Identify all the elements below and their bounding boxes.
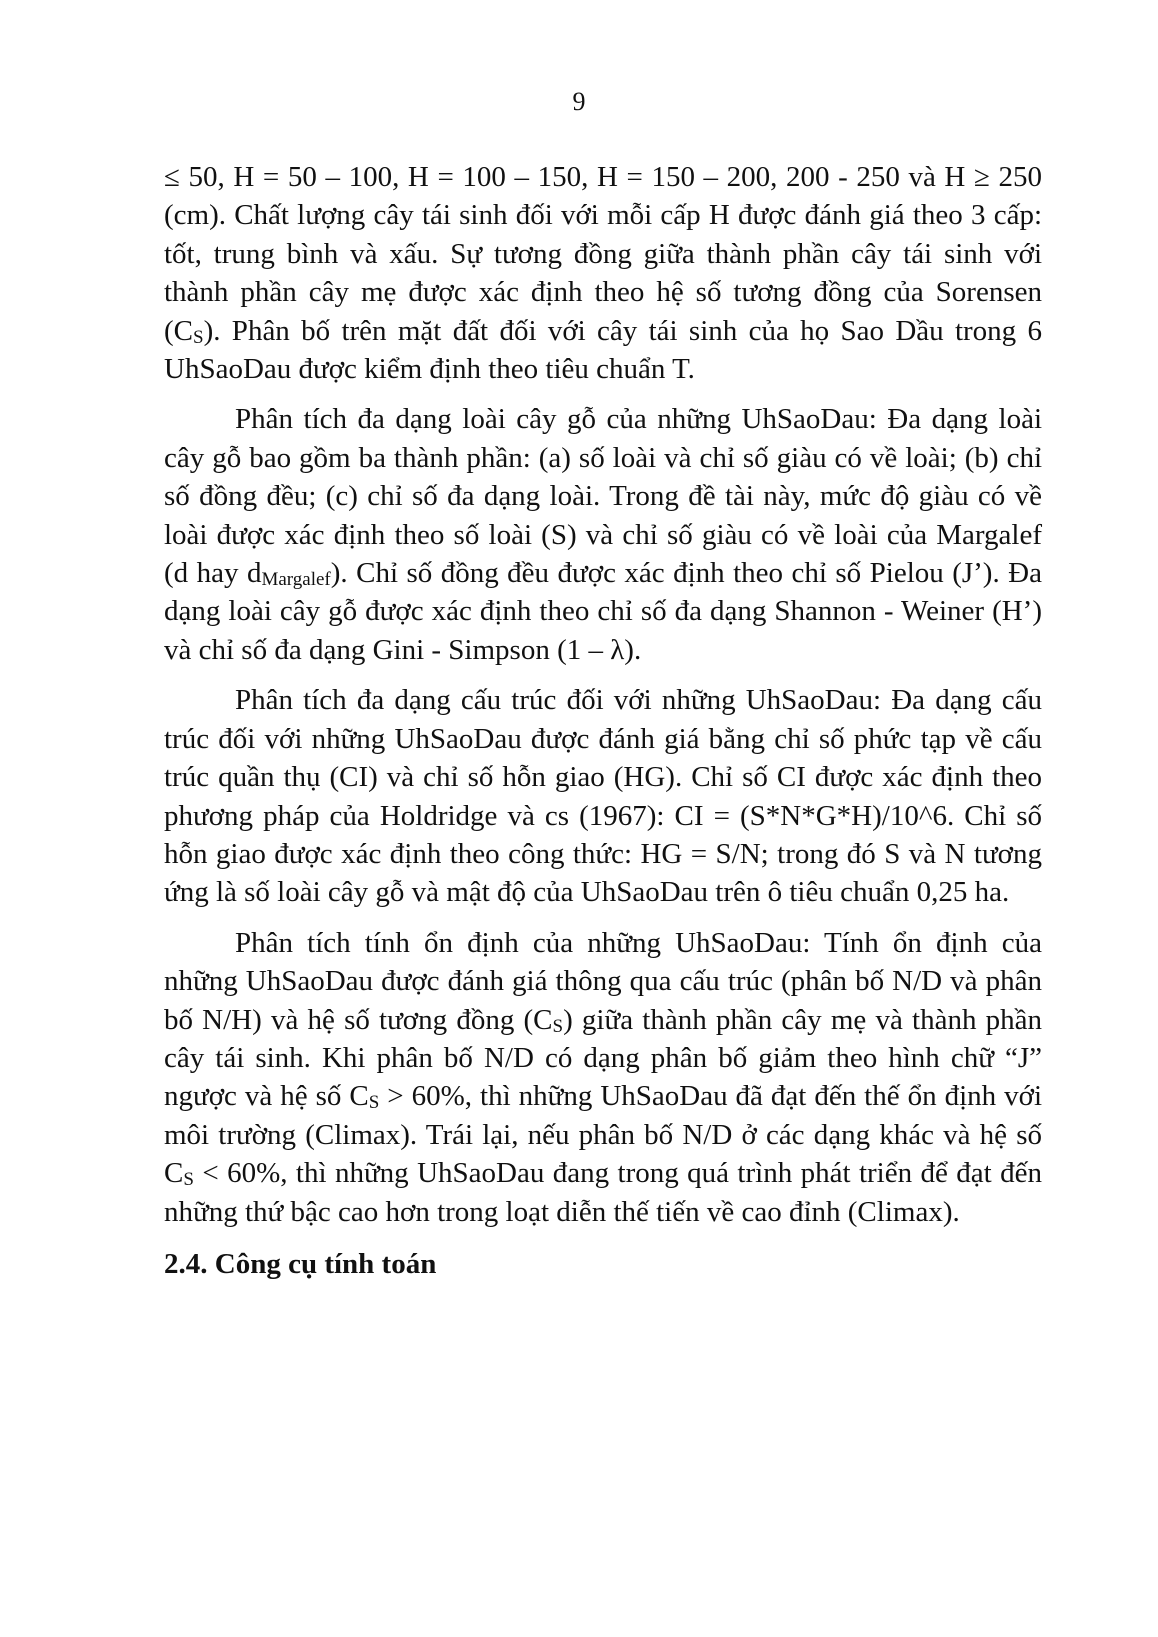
- text-run: Phân tích đa dạng loài cây gỗ của những UhSaoDau: Đa dạng loài cây gỗ bao gồm ba thành phần: (a) số loài và chỉ số giàu có về loài; (b) chỉ số đồng đều; (c) chỉ số đa dạng loài. Trong đề tài này, mức độ giàu có về loài được xác định theo số loài (S) và chỉ số giàu có về loài của Margalef (d hay d: [164, 403, 1042, 590]
- subscript: Margalef: [261, 569, 331, 591]
- text-run: ) giữa thành phần cây mẹ và thành phần cây tái sinh. Khi phân bố N/D có dạng phân bố giảm theo hình chữ “J” ngược và hệ số C: [164, 1003, 1042, 1113]
- paragraph-stability: [164, 924, 1042, 1231]
- text-run: Phân tích tính ổn định của những UhSaoDau: Tính ổn định của những UhSaoDau được đánh giá thông qua cấu trúc (phân bố N/D và phân bố N/H) và hệ số tương đồng (C: [164, 926, 1042, 1036]
- page-number: 9: [572, 87, 586, 116]
- paragraph-gap: [164, 388, 1042, 400]
- section-heading: 2.4. Công cụ tính toán: [164, 1247, 437, 1280]
- text-run: ≤ 50, H = 50 – 100, H = 100 – 150, H = 150 – 200, 200 - 250 và H ≥ 250 (cm). Chất lượng cây tái sinh đối với mỗi cấp H được đánh giá theo 3 cấp: tốt, trung bình và xấu. Sự tương đồng giữa thành phần cây tái sinh với thành phần cây mẹ được xác định theo hệ số tương đồng của Sorensen (C: [164, 161, 1042, 347]
- text-run: ). Chỉ số đồng đều được xác định theo chỉ số Pielou (J’). Đa dạng loài cây gỗ được xác định theo chỉ số đa dạng Shannon - Weiner (H’) và chỉ số đa dạng Gini - Simpson (1 – λ).: [164, 557, 1042, 666]
- paragraph-gap: [164, 669, 1042, 681]
- paragraph-gap: [164, 912, 1042, 924]
- subscript: S: [552, 1015, 564, 1037]
- page-body: [164, 158, 1042, 1283]
- text-run: ). Phân bố trên mặt đất đối với cây tái sinh của họ Sao Dầu trong 6 UhSaoDau được kiểm định theo tiêu chuẩn T.: [164, 314, 1042, 386]
- text-run: < 60%, thì những UhSaoDau đang trong quá trình phát triển để đạt đến những thứ bậc cao hơn trong loạt diễn thế tiến về cao đỉnh (Climax).: [164, 1157, 1042, 1228]
- subscript: S: [193, 326, 204, 348]
- text-run: > 60%, thì những UhSaoDau đã đạt đến thế ổn định với môi trường (Climax). Trái lại, nếu phân bố N/D ở các dạng khác và hệ số C: [164, 1080, 1043, 1190]
- paragraph-species-diversity: [164, 400, 1042, 669]
- paragraph-regeneration-continued: [164, 158, 1042, 388]
- subscript: S: [183, 1169, 194, 1191]
- paragraph-structural-diversity: Phân tích đa dạng cấu trúc đối với những UhSaoDau: Đa dạng cấu trúc đối với những UhSaoDau được đánh giá bằng chỉ số phức tạp về cấu trúc quần thụ (CI) và chỉ số hỗn giao (HG). Chỉ số CI được xác định theo phương pháp của Holdridge và cs (1967): CI = (S*N*G*H)/10^6. Chỉ số hỗn giao được xác định theo công thức: HG = S/N; trong đó S và N tương ứng là số loài cây gỗ và mật độ của UhSaoDau trên ô tiêu chuẩn 0,25 ha.: [164, 684, 1042, 909]
- subscript: S: [368, 1092, 380, 1114]
